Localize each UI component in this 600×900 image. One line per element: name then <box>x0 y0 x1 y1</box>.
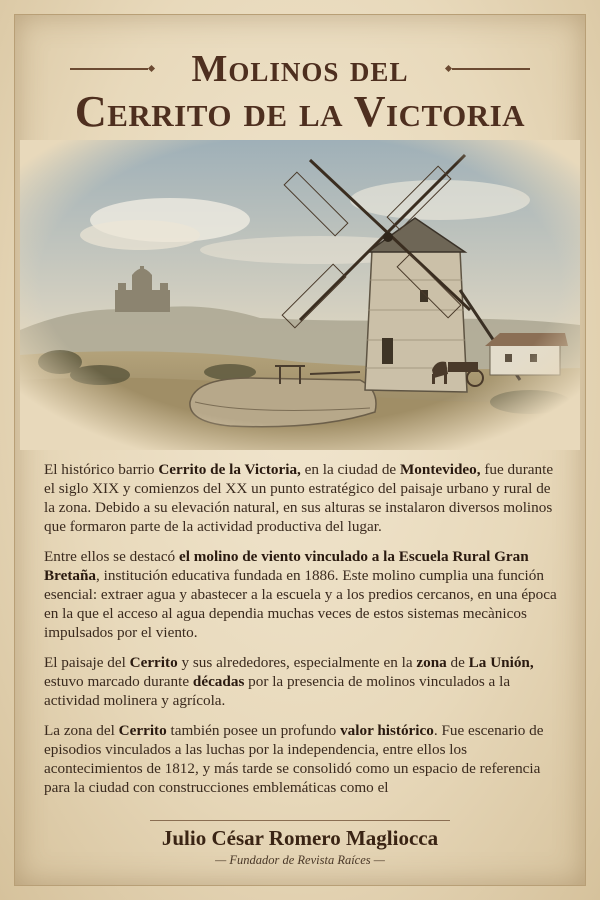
text-run: de <box>446 654 469 671</box>
text-run: estuvo marcado durante <box>44 673 193 690</box>
paragraph-3 <box>44 653 560 710</box>
bold-text-run: La Unión, <box>468 654 534 671</box>
bold-text-run: Cerrito de la Victoria, <box>158 461 301 478</box>
text-run: El histórico barrio <box>44 461 159 478</box>
bold-text-run: Montevideo, <box>399 461 481 478</box>
bold-text-run: el molino de viento vinculado a la Escuela Rural Gran Bretaña <box>44 548 529 584</box>
signature-block <box>0 820 600 868</box>
paragraph-2 <box>44 547 560 642</box>
bold-text-run: zona <box>416 654 447 671</box>
text-run: , institución educativa fundada en 1886. Este molino cumplia una función esencial: extraer agua y abastecer a la escuela y a los predios cercanos, en una época en la que el acceso al agua dependia muchas veces de estos sistemas mecànicos impulsados por el viento. <box>44 567 557 641</box>
author-name: Julio César Romero Magliocca <box>161 826 439 850</box>
title-line-2: Cerrito de la Victoria <box>74 87 526 136</box>
text-run: fue durante el siglo XIX y comienzos del XX un punto estratégico del paisaje urbano y rural de la zona. Debido a su elevación natural, en sus alturas se instalaron diversos molinos que formaron parte de la actividad productiva del lugar. <box>44 461 554 535</box>
windmill-landscape-icon <box>20 140 580 450</box>
body-text <box>44 460 560 808</box>
signature-divider <box>150 820 450 821</box>
bold-text-run: valor histórico <box>340 722 434 739</box>
bold-text-run: décadas <box>192 673 245 690</box>
title-rule-left <box>70 68 148 70</box>
title-line-1: Molinos del <box>191 48 409 90</box>
paragraph-4 <box>44 721 560 797</box>
text-run: y sus alrededores, especialmente en la <box>177 654 417 671</box>
text-run: El paisaje del <box>44 654 130 671</box>
text-run: . Fue escenario de episodios vinculados a las luchas por la independencia, entre ellos los acontecimientos de 1812, y más tarde se consolidó como un espacio de referencia para la ciudad con construcciones emblemáticas como el <box>44 722 544 796</box>
text-run: La zona del <box>44 722 119 739</box>
text-run: Entre ellos se destacó <box>44 548 179 565</box>
paragraph-1 <box>44 460 560 536</box>
bold-text-run: Cerrito <box>129 654 178 671</box>
text-run: en la ciudad de <box>300 461 400 478</box>
text-run: por la presencia de molinos vinculados a la actividad molinera y agrícola. <box>44 673 511 709</box>
text-run: también posee un profundo <box>166 722 341 739</box>
bold-text-run: Cerrito <box>118 722 167 739</box>
author-role: — Fundador de Revista Raíces — <box>215 853 385 867</box>
title-rule-right <box>452 68 530 70</box>
